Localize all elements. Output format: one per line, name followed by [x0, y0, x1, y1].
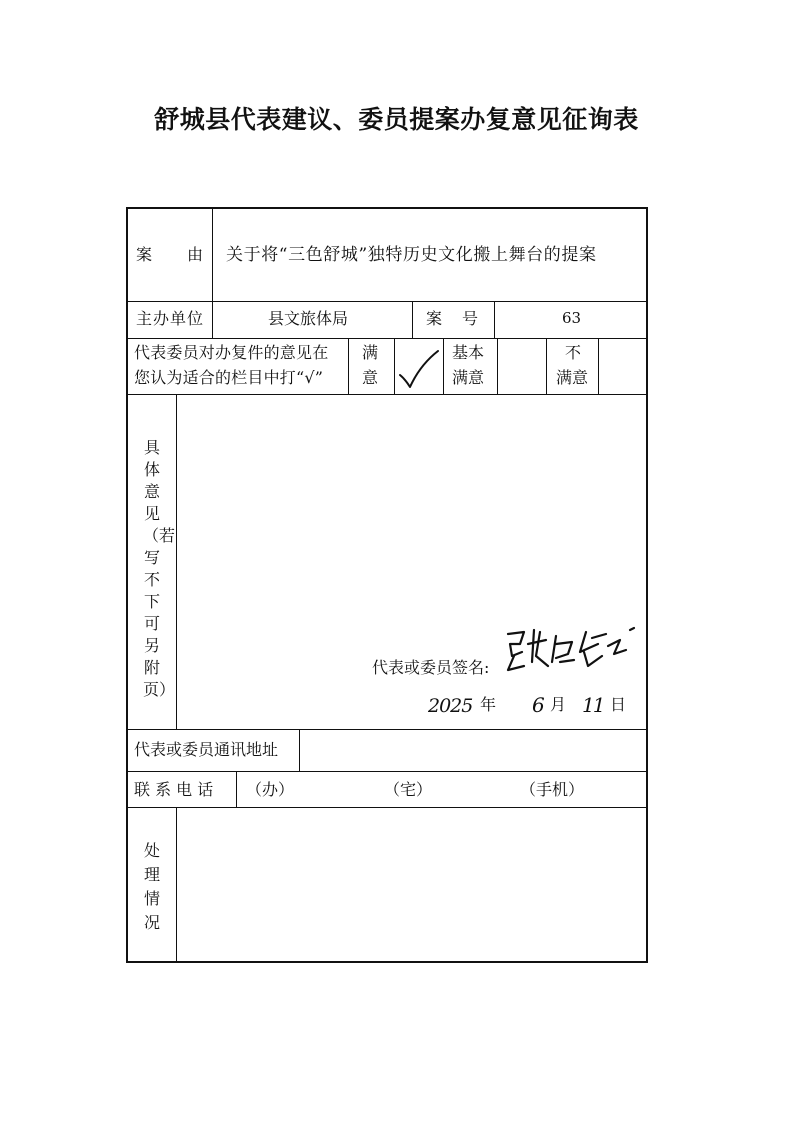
col-divider [494, 301, 495, 338]
phone-mobile-label: （手机） [520, 780, 585, 799]
case-number-label: 案 号 [426, 309, 481, 328]
case-number-value: 63 [562, 309, 582, 327]
date-day-handwritten: 11 [582, 693, 604, 717]
case-reason-label: 案 由 [136, 245, 205, 264]
col-divider [212, 209, 213, 338]
col-divider [348, 338, 349, 394]
phone-home-label: （宅） [384, 780, 433, 799]
date-month-label: 月 [550, 695, 567, 714]
host-unit-value: 县文旅体局 [268, 309, 349, 328]
basic-satisfied-label-line2: 满意 [452, 368, 485, 387]
unsatisfied-label-line2: 满意 [556, 368, 589, 387]
row-divider [128, 771, 646, 772]
row-divider [128, 729, 646, 730]
basic-satisfied-label-line1: 基本 [452, 343, 485, 362]
col-divider [598, 338, 599, 394]
row-divider [128, 301, 646, 302]
signature-label: 代表或委员签名: [372, 658, 490, 677]
col-divider [394, 338, 395, 394]
col-divider [412, 301, 413, 338]
row-divider [128, 338, 646, 339]
col-divider [443, 338, 444, 394]
opinion-instruction-line2: 您认为适合的栏目中打“√” [134, 368, 324, 387]
date-year-label: 年 [480, 695, 497, 714]
col-divider [236, 771, 237, 807]
col-divider [497, 338, 498, 394]
col-divider [546, 338, 547, 394]
date-year-handwritten: 2025 [428, 695, 473, 717]
checkmark-icon[interactable] [396, 345, 442, 391]
address-label: 代表或委员通讯地址 [134, 740, 279, 759]
opinion-instruction-line1: 代表委员对办复件的意见在 [134, 343, 329, 362]
case-reason-value: 关于将“三色舒城”独特历史文化搬上舞台的提案 [226, 245, 597, 265]
satisfied-label-line2: 意 [362, 368, 379, 387]
date-month-handwritten: 6 [532, 693, 545, 717]
phone-office-label: （办） [246, 780, 295, 799]
col-divider [176, 807, 177, 963]
row-divider [128, 807, 646, 808]
host-unit-label: 主办单位 [136, 309, 205, 328]
specific-opinion-label: 具体意见（若写不下可另附页） [143, 438, 176, 699]
page-title: 舒城县代表建议、委员提案办复意见征询表 [154, 105, 639, 134]
handling-label: 处理情况 [143, 841, 160, 932]
phone-label: 联 系 电 话 [134, 780, 214, 799]
date-day-label: 日 [610, 695, 627, 714]
col-divider [176, 394, 177, 729]
opinion-form-table [126, 207, 648, 963]
unsatisfied-label-line1: 不 [565, 343, 582, 362]
satisfied-label-line1: 满 [362, 343, 379, 362]
row-divider [128, 394, 646, 395]
handwritten-signature [502, 622, 642, 678]
col-divider [299, 729, 300, 771]
